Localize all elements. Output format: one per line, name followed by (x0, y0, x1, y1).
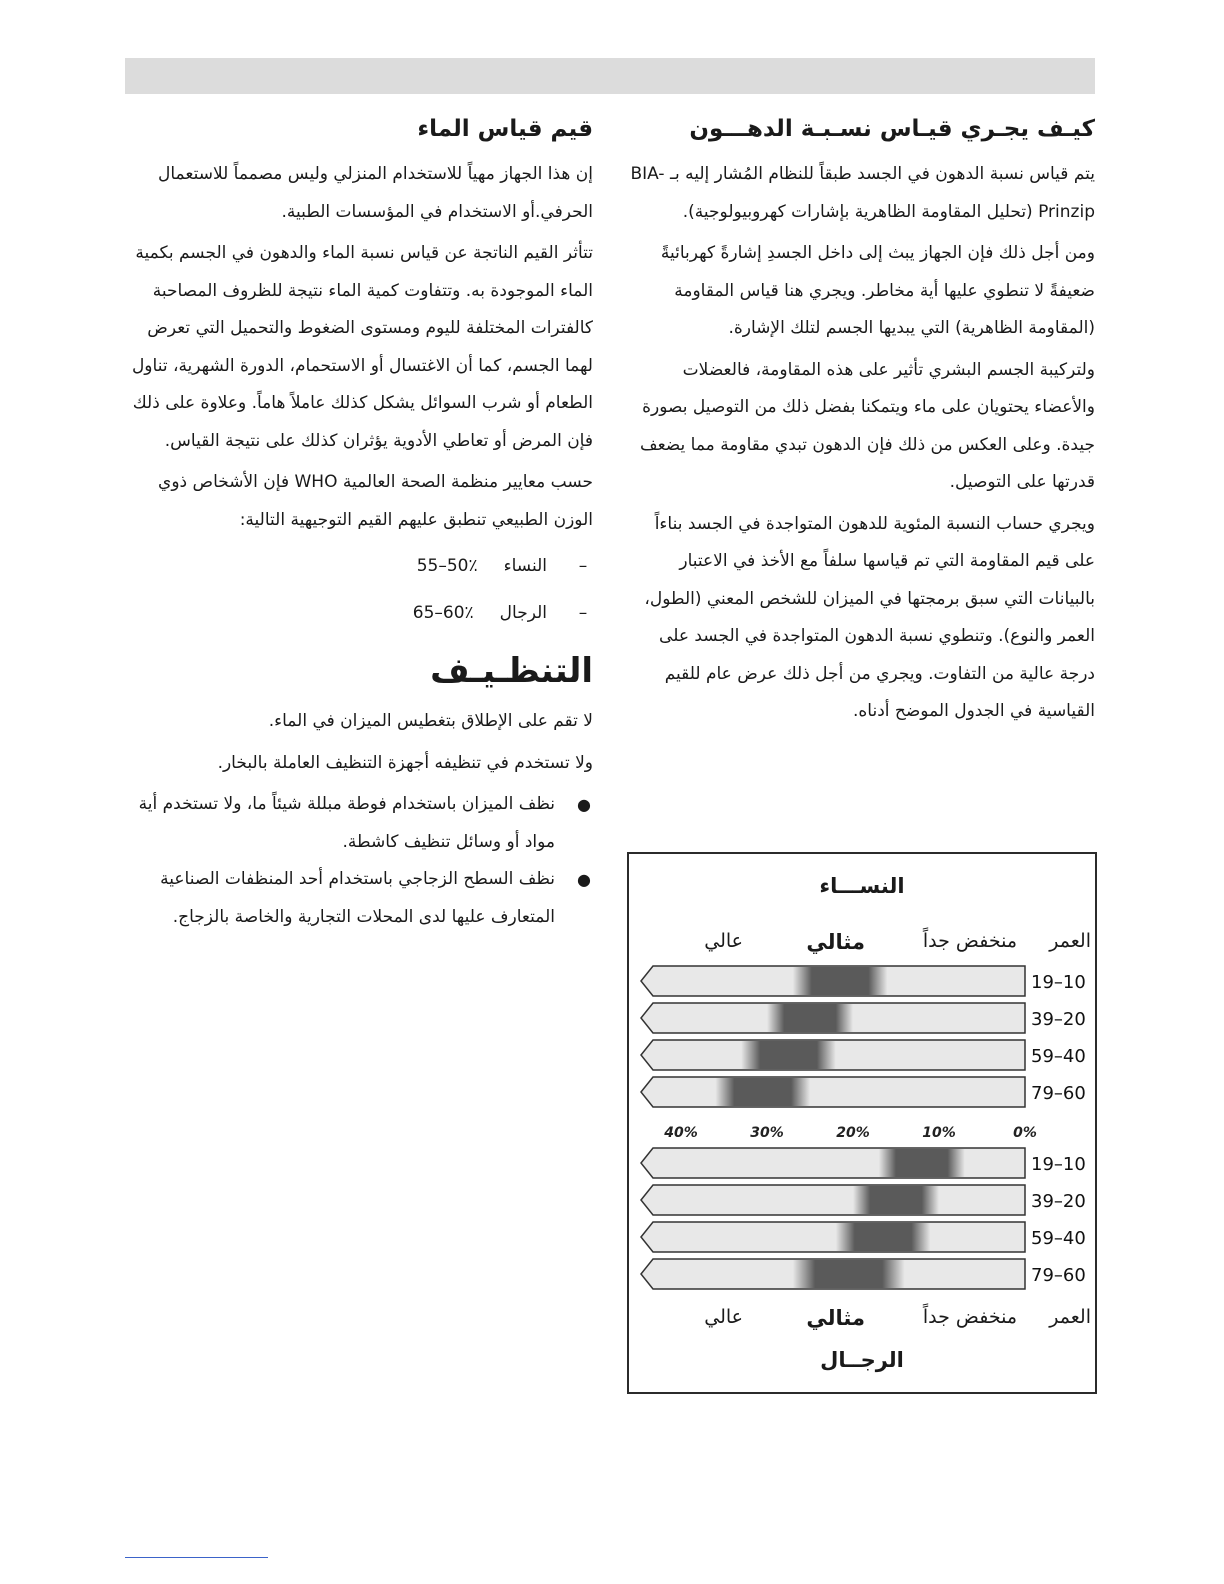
water-paragraph-3: حسب معايير منظمة الصحة العالمية WHO فإن الأشخاص ذوي الوزن الطبيعي تنطبق عليهم القيم التوجيهية التالية: (158, 472, 593, 530)
list-item (130, 861, 591, 936)
bullet-icon: ● (577, 795, 591, 814)
list-item (130, 786, 591, 861)
legend-high: عالي (704, 930, 743, 952)
legend-age: العمر (1049, 1306, 1091, 1328)
water-paragraph-2: تتأثر القيم الناتجة عن قياس نسبة الماء والدهون في الجسم بكمية الماء الموجودة به. وتتفاوت كمية الماء نتيجة للظروف المصاحبة كالفترات المختلفة لليوم ومستوى الضغوط والتحميل التي تعرض لهما الجسم، كما أن الاغتسال أو الاستحمام، الدورة الشهرية، تناول الطعام أو شرب السوائل يشكل كذلك عاملاً هاماً. وعلاوة على ذلك فإن المرض أو تعاطي الأدوية يؤثران كذلك على نتيجة القياس. (131, 243, 593, 451)
water-and-cleaning-section (130, 100, 593, 936)
range-value: 65–60٪ (412, 603, 474, 623)
fat-paragraph-4: ويجري حساب النسبة المئوية للدهون المتواجدة في الجسد بناءاً على قيم المقاومة التي تم قياسها سلفاً مع الأخذ في الاعتبار بالبيانات التي سبق برمجتها في الميزان للشخص المعني (الطول، العمر والنوع). وتنطوي نسبة الدهون المتواجدة في الجسد على درجة عالية من التفاوت. ويجري من أجل ذلك عرض عام للقيم القياسية في الجدول الموضح أدناه. (644, 513, 1095, 721)
men-age-label-1: 39–20 (1031, 1191, 1086, 1212)
water-title: قيم قياس الماء (417, 116, 593, 142)
water-range-women (130, 543, 593, 590)
legend-high: عالي (704, 1306, 743, 1328)
footer-rule (125, 1557, 268, 1558)
cleaning-paragraph-1: لا تقم على الإطلاق بتغطيس الميزان في الماء. (268, 711, 593, 731)
list-item-text: نظف الميزان باستخدام فوطة مبللة شيئاً ما، ولا تستخدم أية مواد أو وسائل تنظيف كاشطة. (138, 794, 555, 852)
women-age-label-3: 79–60 (1031, 1083, 1086, 1104)
tick-label-3: 30% (750, 1125, 784, 1141)
tick-label-4: 40% (664, 1125, 698, 1141)
range-label: الرجال (499, 603, 547, 623)
fat-paragraph-3: ولتركيبة الجسم البشري تأثير على هذه المقاومة، فالعضلات والأعضاء يحتويان على ماء ويتمكنا بفضل ذلك من التوصيل بصورة جيدة. وعلى العكس من ذلك فإن الدهون تبدي مقاومة مما يضعف قدرتها على التوصيل. (640, 359, 1095, 492)
legend-very-low: منخفض جداً (922, 1306, 1017, 1328)
header-bar (125, 58, 1095, 94)
body-fat-chart (627, 852, 1097, 1394)
women-age-label-2: 59–40 (1031, 1046, 1086, 1067)
water-range-men (130, 590, 593, 637)
range-value: 55–50٪ (416, 556, 478, 576)
legend-row-bottom (629, 1306, 1095, 1336)
range-label: النساء (503, 556, 547, 576)
men-age-label-2: 59–40 (1031, 1228, 1086, 1249)
men-bar-0 (641, 1148, 1025, 1178)
dash-symbol: – (578, 556, 588, 576)
water-paragraph-1: إن هذا الجهاز مهياً للاستخدام المنزلي وليس مصمماً للاستعمال الحرفي.أو الاستخدام في المؤسسات الطبية. (158, 164, 593, 222)
women-bar-3 (641, 1077, 1025, 1107)
legend-ideal: مثالي (806, 930, 865, 954)
women-series (641, 966, 1086, 1107)
legend-ideal: مثالي (806, 1306, 865, 1330)
men-ideal-band-3 (793, 1260, 905, 1288)
list-item-text: نظف السطح الزجاجي باستخدام أحد المنظفات الصناعية المتعارف عليها لدى المحلات التجارية والخاصة بالزجاج. (160, 869, 555, 927)
dash-symbol: – (578, 603, 588, 623)
men-ideal-band-2 (836, 1223, 931, 1251)
men-bar-2 (641, 1222, 1025, 1252)
women-ideal-band-3 (715, 1078, 810, 1106)
body-fat-title: كيـف يجـري قيـاس نسـبـة الدهـــون (689, 116, 1095, 142)
fat-paragraph-2: ومن أجل ذلك فإن الجهاز يبث إلى داخل الجسدِ إشارةً كهربائيةً ضعيفةً لا تنطوي عليها أية مخاطر. ويجري هنا قياس المقاومة (المقاومة الظاهرية) التي يبديها الجسم لتلك الإشارة. (660, 243, 1095, 338)
women-ideal-band-1 (767, 1004, 853, 1032)
chart-title-men: الرجــال (820, 1348, 904, 1372)
men-ideal-band-1 (853, 1186, 939, 1214)
cleaning-paragraph-2: ولا تستخدم في تنظيفه أجهزة التنظيف العاملة بالبخار. (217, 752, 593, 773)
men-age-label-3: 79–60 (1031, 1265, 1086, 1286)
body-fat-section (622, 100, 1095, 735)
men-age-label-0: 19–10 (1031, 1154, 1086, 1175)
women-age-label-1: 39–20 (1031, 1009, 1086, 1030)
women-ideal-band-2 (741, 1041, 836, 1069)
x-axis-ticks (663, 1125, 1037, 1141)
fat-paragraph-1: يتم قياس نسبة الدهون في الجسد طبقاً للنظام المُشار إليه بـ BIA-Prinzip (تحليل المقاومة الظاهرية بإشارات كهروبيولوجية). (630, 164, 1095, 222)
tick-label-0: 0% (1013, 1125, 1037, 1141)
women-age-label-0: 19–10 (1031, 972, 1086, 993)
men-series (641, 1148, 1086, 1289)
bullet-icon: ● (577, 870, 591, 889)
men-bar-1 (641, 1185, 1025, 1215)
women-ideal-band-0 (793, 967, 888, 995)
legend-very-low: منخفض جداً (922, 930, 1017, 952)
cleaning-title: التنظـيـف (430, 651, 593, 691)
tick-label-2: 20% (836, 1125, 870, 1141)
tick-label-1: 10% (922, 1125, 956, 1141)
cleaning-list (130, 786, 593, 936)
men-ideal-band-0 (879, 1149, 965, 1177)
legend-age: العمر (1049, 930, 1091, 952)
chart-title-women: النســـاء (819, 874, 905, 898)
